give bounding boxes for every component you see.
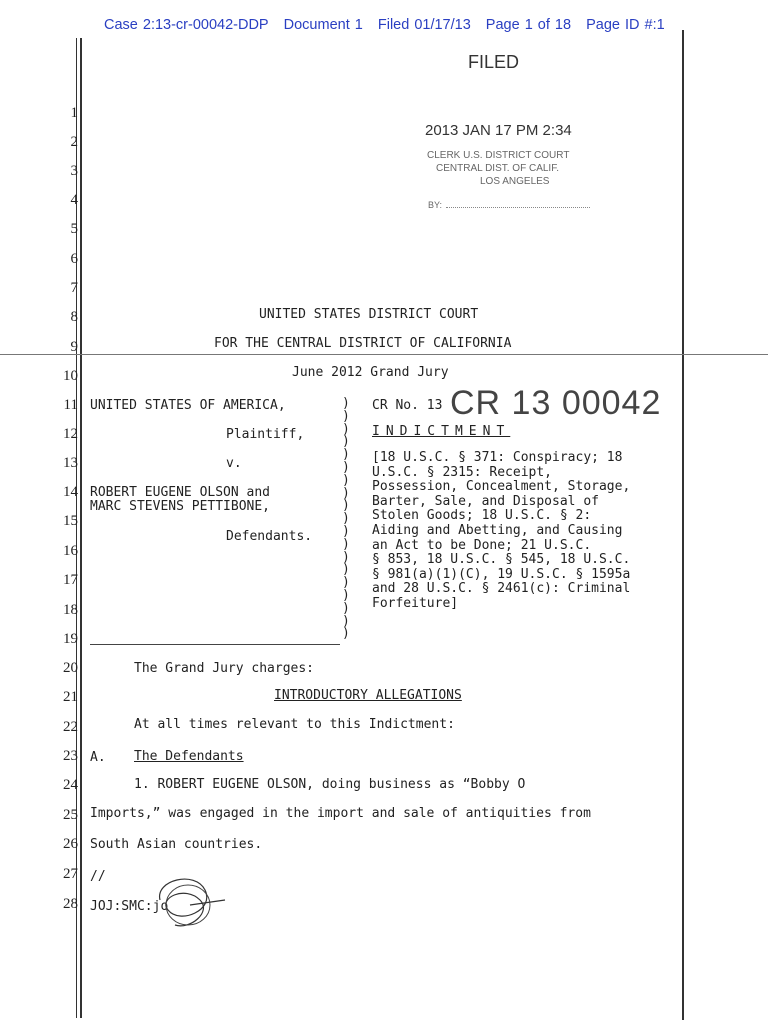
charge-line: Possession, Concealment, Storage, [372,479,631,495]
court-name: UNITED STATES DISTRICT COURT [259,307,479,322]
line-number: 17 [63,572,78,588]
line-number: 5 [70,221,78,237]
line-number: 22 [63,719,78,735]
caption-bottom-rule [90,644,340,645]
subsection-heading: The Defendants [134,749,244,764]
charge-line: an Act to be Done; 21 U.S.C. [372,537,592,553]
court-district: FOR THE CENTRAL DISTRICT OF CALIFORNIA [214,336,512,351]
line-number: 10 [63,368,78,384]
defendants-label: Defendants. [226,529,313,544]
right-margin-line [682,30,684,1020]
cr-number-stamp: CR 13 00042 [450,384,662,422]
line-number: 2 [70,134,78,150]
line-number: 13 [63,455,78,471]
filed-stamp: FILED [468,52,520,72]
indictment-title: INDICTMENT [372,424,511,439]
line-number: 19 [63,631,78,647]
charge-line: Barter, Sale, and Disposal of [372,493,599,509]
charge-line: Stolen Goods; 18 U.S.C. § 2: [372,508,592,524]
line-number: 15 [63,513,78,529]
line-number: 20 [63,660,78,676]
case-number: Case 2:13-cr-00042-DDP [104,17,269,33]
attorney-initials: JOJ:SMC:jo [90,899,169,914]
line-number: 23 [63,748,78,764]
line-number: 27 [63,866,78,882]
continuation-slashes: // [90,869,106,884]
paragraph-1-line1: 1. ROBERT EUGENE OLSON, doing business as “Bobby O [134,777,526,792]
line-number: 21 [63,689,78,705]
versus: v. [226,456,242,471]
charge-line: [18 U.S.C. § 371: Conspiracy; 18 [372,450,623,465]
stamp-clerk-line3: LOS ANGELES [480,176,550,187]
stamp-by: BY: [428,200,443,210]
line-number: 28 [63,896,78,912]
signature-scribble [150,870,230,940]
charge-line: § 981(a)(1)(C), 19 U.S.C. § 1595a [372,566,631,582]
line-number: 9 [70,339,78,355]
relevant-times: At all times relevant to this Indictment: [134,717,455,732]
filed-date: Filed 01/17/13 [377,17,471,33]
charges-list [372,451,630,612]
page-id: Page ID #:1 [586,17,665,33]
line-number: 24 [63,777,78,793]
grand-jury-charges: The Grand Jury charges: [134,661,315,676]
line-number: 6 [70,251,78,267]
defendant-line2: MARC STEVENS PETTIBONE, [90,499,271,514]
line-number: 16 [63,543,78,559]
line-number: 14 [63,484,78,500]
grand-jury-term: June 2012 Grand Jury [292,365,449,380]
stamp-by-line [446,207,590,209]
line-number: 4 [70,192,78,208]
subsection-letter: A. [90,750,106,765]
charge-line: § 853, 18 U.S.C. § 545, 18 U.S.C. [372,552,631,568]
paragraph-1-line3: South Asian countries. [90,837,263,852]
section-heading: INTRODUCTORY ALLEGATIONS [274,688,462,703]
line-number: 12 [63,426,78,442]
page-count: Page 1 of 18 [485,17,572,33]
cr-number-label: CR No. 13 [372,398,443,413]
stamp-clerk-line1: CLERK U.S. DISTRICT COURT [427,150,570,161]
line-number: 11 [63,397,78,413]
filing-header [104,17,675,33]
charge-line: Forfeiture] [372,595,459,611]
line-number: 26 [63,836,78,852]
line-number: 1 [70,105,78,121]
line-number: 8 [70,309,78,325]
charge-line: and 28 U.S.C. § 2461(c): Criminal [372,581,631,597]
line-number: 18 [63,602,78,618]
plaintiff-name: UNITED STATES OF AMERICA, [90,398,286,413]
left-margin-line-inner [80,38,82,1018]
line-number: 7 [70,280,78,296]
stamp-datetime: 2013 JAN 17 PM 2:34 [425,122,572,139]
stamp-clerk-line2: CENTRAL DIST. OF CALIF. [436,163,559,174]
document-number: Document 1 [283,17,363,33]
charge-line: Aiding and Abetting, and Causing [372,522,623,538]
plaintiff-label: Plaintiff, [226,427,305,442]
charge-line: U.S.C. § 2315: Receipt, [372,464,553,480]
paragraph-1-line2: Imports,” was engaged in the import and sale of antiquities from [90,806,591,821]
line-number: 3 [70,163,78,179]
defendant-line1: ROBERT EUGENE OLSON and [90,485,271,500]
scan-fold-line [0,354,768,355]
line-number: 25 [63,807,78,823]
caption-parentheses: ) ) ) ) ) ) ) ) ) ) ) ) ) ) ) ) ) ) ) [342,396,350,642]
